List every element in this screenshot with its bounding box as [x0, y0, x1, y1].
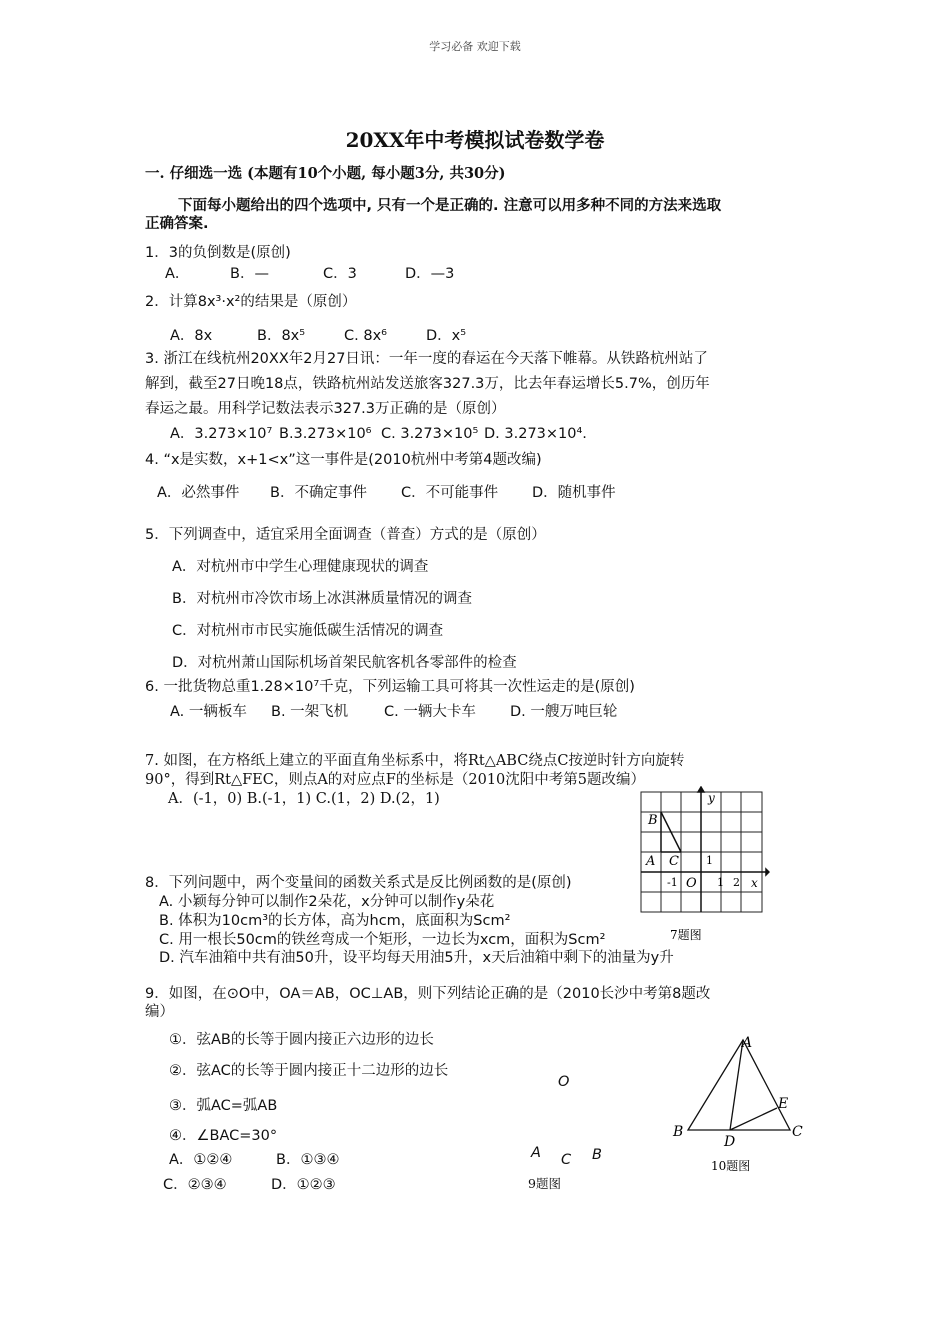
q9-label-a: A: [531, 1145, 541, 1161]
page-title: 20XX年中考模拟试卷数学卷: [345, 128, 605, 152]
q8-option-d: D. 汽车油箱中共有油50升，设平均每天用油5升，x天后油箱中剩下的油量为y升: [159, 950, 674, 966]
q4-option-c: C．不可能事件: [401, 485, 499, 501]
q10-label-a: A: [742, 1035, 753, 1051]
q7-label-a: A: [646, 854, 656, 869]
q10-label-d: D: [724, 1134, 736, 1150]
q9-label-c: C: [561, 1152, 572, 1168]
q7-options: A．(-1，0) B.(-1，1) C.(1，2) D.(2，1): [168, 791, 440, 807]
q8-option-c: C. 用一根长50cm的铁丝弯成一个矩形，一边长为xcm，面积为Scm²: [159, 932, 606, 948]
q8-option-a: A. 小颖每分钟可以制作2朵花，x分钟可以制作y朵花: [159, 894, 495, 910]
q2-stem: 2．计算8x³·x²的结果是（原创）: [145, 294, 357, 310]
q6-option-d: D. 一艘万吨巨轮: [510, 704, 618, 720]
q6-stem: 6. 一批货物总重1.28×10⁷千克，下列运输工具可将其一次性运走的是(原创): [145, 679, 635, 695]
section-heading: 一. 仔细选一选 (本题有10个小题, 每小题3分, 共30分): [145, 165, 506, 182]
q9-item-2: ②．弦AC的长等于圆内接正十二边形的边长: [169, 1063, 449, 1079]
q9-item-4: ④．∠BAC=30°: [169, 1128, 278, 1144]
q1-stem: 1．3的负倒数是(原创): [145, 245, 291, 261]
q10-label-b: B: [673, 1124, 684, 1140]
q9-option-d: D．①②③: [271, 1177, 336, 1193]
q6-option-b: B. 一架飞机: [271, 704, 349, 720]
q4-stem: 4. “x是实数，x+1<x”这一事件是(2010杭州中考第4题改编): [145, 452, 542, 468]
q7-tick-x2: 2: [733, 876, 740, 889]
q10-figure: [668, 1030, 808, 1180]
q5-option-b: B．对杭州市冷饮市场上冰淇淋质量情况的调查: [172, 591, 472, 607]
q9-item-3: ③．弧AC=弧AB: [169, 1098, 278, 1114]
q10-segment-de: [730, 1108, 777, 1130]
q8-option-b: B. 体积为10cm³的长方体，高为hcm，底面积为Scm²: [159, 913, 511, 929]
q9-item-1: ①．弦AB的长等于圆内接正六边形的边长: [169, 1032, 434, 1048]
q9-option-c: C．②③④: [163, 1177, 227, 1193]
q1-option-c: C．3: [323, 266, 357, 282]
section-intro-line1: 下面每小题给出的四个选项中, 只有一个是正确的. 注意可以用多种不同的方法来选取: [178, 198, 722, 214]
q10-segment-ad: [730, 1040, 743, 1130]
q4-option-d: D．随机事件: [532, 485, 616, 501]
q9-caption: 9题图: [528, 1176, 561, 1191]
q6-option-a: A. 一辆板车: [170, 704, 247, 720]
q3-option-d: D. 3.273×10⁴.: [484, 426, 587, 442]
q8-stem: 8．下列问题中，两个变量间的函数关系式是反比例函数的是(原创): [145, 875, 572, 891]
q3-option-c: C. 3.273×10⁵: [381, 426, 479, 442]
q4-option-a: A．必然事件: [157, 485, 240, 501]
q10-label-c: C: [792, 1124, 803, 1140]
q9-option-a: A．①②④: [169, 1152, 233, 1168]
q9-line1: 9．如图，在⊙O中，OA＝AB，OC⊥AB，则下列结论正确的是（2010长沙中考第8题改: [145, 986, 711, 1002]
q9-line2: 编）: [145, 1004, 174, 1020]
q7-line2: 90°，得到Rt△FEC，则点A的对应点F的坐标是（2010沈阳中考第5题改编）: [145, 772, 645, 788]
q7-label-y: y: [708, 791, 715, 805]
q3-option-a: A．3.273×10⁷: [170, 426, 273, 442]
q10-triangle-abc: [688, 1040, 790, 1130]
section-intro-line2: 正确答案.: [145, 216, 209, 232]
q6-option-c: C. 一辆大卡车: [384, 704, 476, 720]
page-header: 学习必备 欢迎下载: [429, 40, 521, 53]
q7-label-x: x: [751, 876, 758, 890]
q1-option-d: D．—3: [405, 266, 455, 282]
q2-option-a: A．8x: [170, 328, 213, 344]
q9-label-o: O: [558, 1074, 570, 1090]
q2-option-d: D．x⁵: [426, 328, 467, 344]
q2-option-b: B．8x⁵: [257, 328, 306, 344]
q1-option-a: A．: [165, 266, 190, 282]
q7-caption: 7题图: [670, 928, 702, 942]
q10-label-e: E: [778, 1096, 789, 1112]
q3-option-b: B.3.273×10⁶: [279, 426, 372, 442]
q7-label-c: C: [669, 854, 679, 869]
q5-option-a: A．对杭州市中学生心理健康现状的调查: [172, 559, 429, 575]
q10-caption: 10题图: [711, 1159, 751, 1173]
q5-stem: 5．下列调查中，适宜采用全面调查（普查）方式的是（原创）: [145, 527, 546, 543]
q9-option-b: B．①③④: [276, 1152, 340, 1168]
q7-tick-neg1: -1: [667, 876, 678, 889]
q9-label-b: B: [592, 1147, 602, 1163]
q7-x-arrow: [766, 869, 769, 875]
q3-line3: 春运之最。用科学记数法表示327.3万正确的是（原创）: [145, 401, 506, 417]
q5-option-d: D．对杭州萧山国际机场首架民航客机各零部件的检查: [172, 655, 517, 671]
q3-line2: 解到，截至27日晚18点，铁路杭州站发送旅客327.3万，比去年春运增长5.7%，创历年: [145, 376, 710, 392]
q7-y-arrow: [698, 787, 704, 792]
q3-line1: 3. 浙江在线杭州20XX年2月27日讯：一年一度的春运在今天落下帷幕。从铁路杭州站了: [145, 351, 708, 367]
q7-figure: [636, 786, 770, 946]
q7-label-o: O: [686, 876, 697, 891]
q5-option-c: C．对杭州市市民实施低碳生活情况的调查: [172, 623, 444, 639]
q1-option-b: B．—: [230, 266, 269, 282]
q7-line1: 7. 如图，在方格纸上建立的平面直角坐标系中，将Rt△ABC绕点C按逆时针方向旋转: [145, 753, 685, 769]
q7-tick-y1: 1: [706, 854, 713, 867]
q7-label-b: B: [648, 813, 658, 828]
q4-option-b: B．不确定事件: [270, 485, 367, 501]
q7-tick-x1: 1: [717, 876, 724, 889]
q2-option-c: C. 8x⁶: [344, 328, 387, 344]
